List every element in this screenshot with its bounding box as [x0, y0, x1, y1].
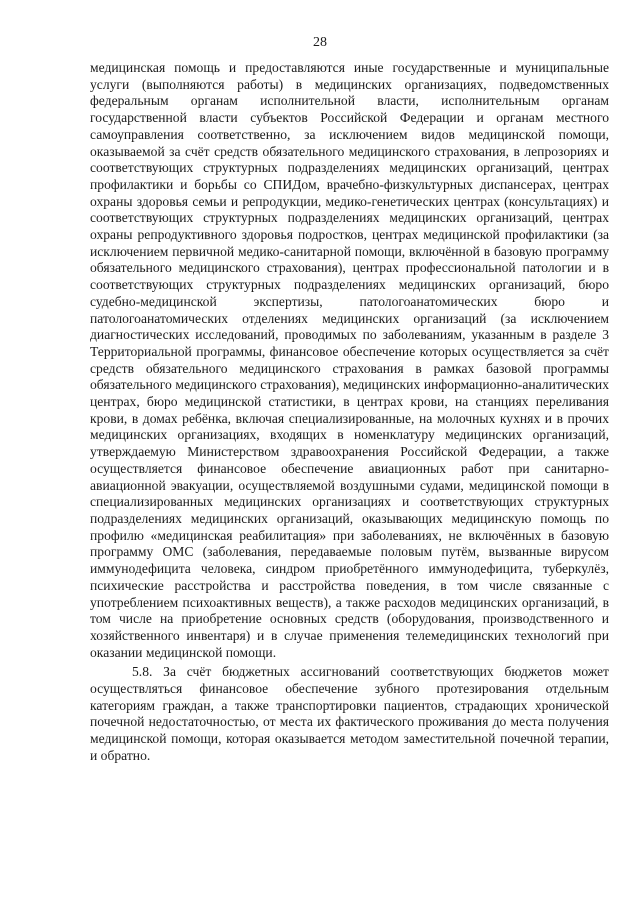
paragraph-5-8: 5.8. За счёт бюджетных ассигнований соответствующих бюджетов может осуществляться финансовое обеспечение зубного протезирования отдельным категориям граждан, а также транспортировки пациентов, страдающих хронической почечной недостаточностью, от места их фактического проживания до места получения медицинской помощи, которая оказывается методом заместительной почечной терапии, и обратно.	[90, 664, 609, 763]
paragraph-continuation: медицинская помощь и предоставляются иные государственные и муниципальные услуги (выполняются работы) в медицинских организациях, подведомственных федеральным органам исполнительной власти, исполнительным органам государственной власти субъектов Российской Федерации и органам местного самоуправления соответственно, за исключением видов медицинской помощи, оказываемой за счёт средств обязательного медицинского страхования, в лепрозориях и соответствующих структурных подразделениях медицинских организаций, центрах профилактики и борьбы со СПИДом, врачебно-физкультурных диспансерах, центрах охраны здоровья семьи и репродукции, медико-генетических центрах (консультациях) и соответствующих структурных подразделениях медицинских организаций, центрах охраны репродуктивного здоровья подростков, центрах медицинской профилактики (за исключением первичной медико-санитарной помощи, включённой в базовую программу обязательного медицинского страхования), центрах профессиональной патологии и в соответствующих структурных подразделениях медицинских организаций, бюро судебно-медицинской экспертизы, патологоанатомических бюро и патологоанатомических отделениях медицинских организаций (за исключением диагностических исследований, проводимых по заболеваниям, указанным в разделе 3 Территориальной программы, финансовое обеспечение которых осуществляется за счёт средств обязательного медицинского страхования в рамках базовой программы обязательного медицинского страхования), медицинских информационно-аналитических центрах, бюро медицинской статистики, в центрах крови, на станциях переливания крови, в домах ребёнка, включая специализированные, на молочных кухнях и в прочих медицинских организациях, входящих в номенклатуру медицинских организаций, утверждаемую Министерством здравоохранения Российской Федерации, а также осуществляется финансовое обеспечение авиационных работ при санитарно-авиационной эвакуации, осуществляемой воздушными судами, медицинской помощи в специализированных медицинских организациях и соответствующих структурных подразделениях медицинских организаций, оказывающих медицинскую помощь по профилю «медицинская реабилитация» при заболеваниях, не включённых в базовую программу ОМС (заболевания, передаваемые половым путём, вызванные вирусом иммунодефицита человека, синдром приобретённого иммунодефицита, туберкулёз, психические расстройства и расстройства поведения, в том числе связанные с употреблением психоактивных веществ), а также расходов медицинских организаций, в том числе на приобретение основных средств (оборудования, производственного и хозяйственного инвентаря) и в случае применения телемедицинских технологий при оказании медицинской помощи.	[90, 60, 609, 660]
document-body	[90, 60, 609, 765]
page-number: 28	[313, 35, 327, 50]
